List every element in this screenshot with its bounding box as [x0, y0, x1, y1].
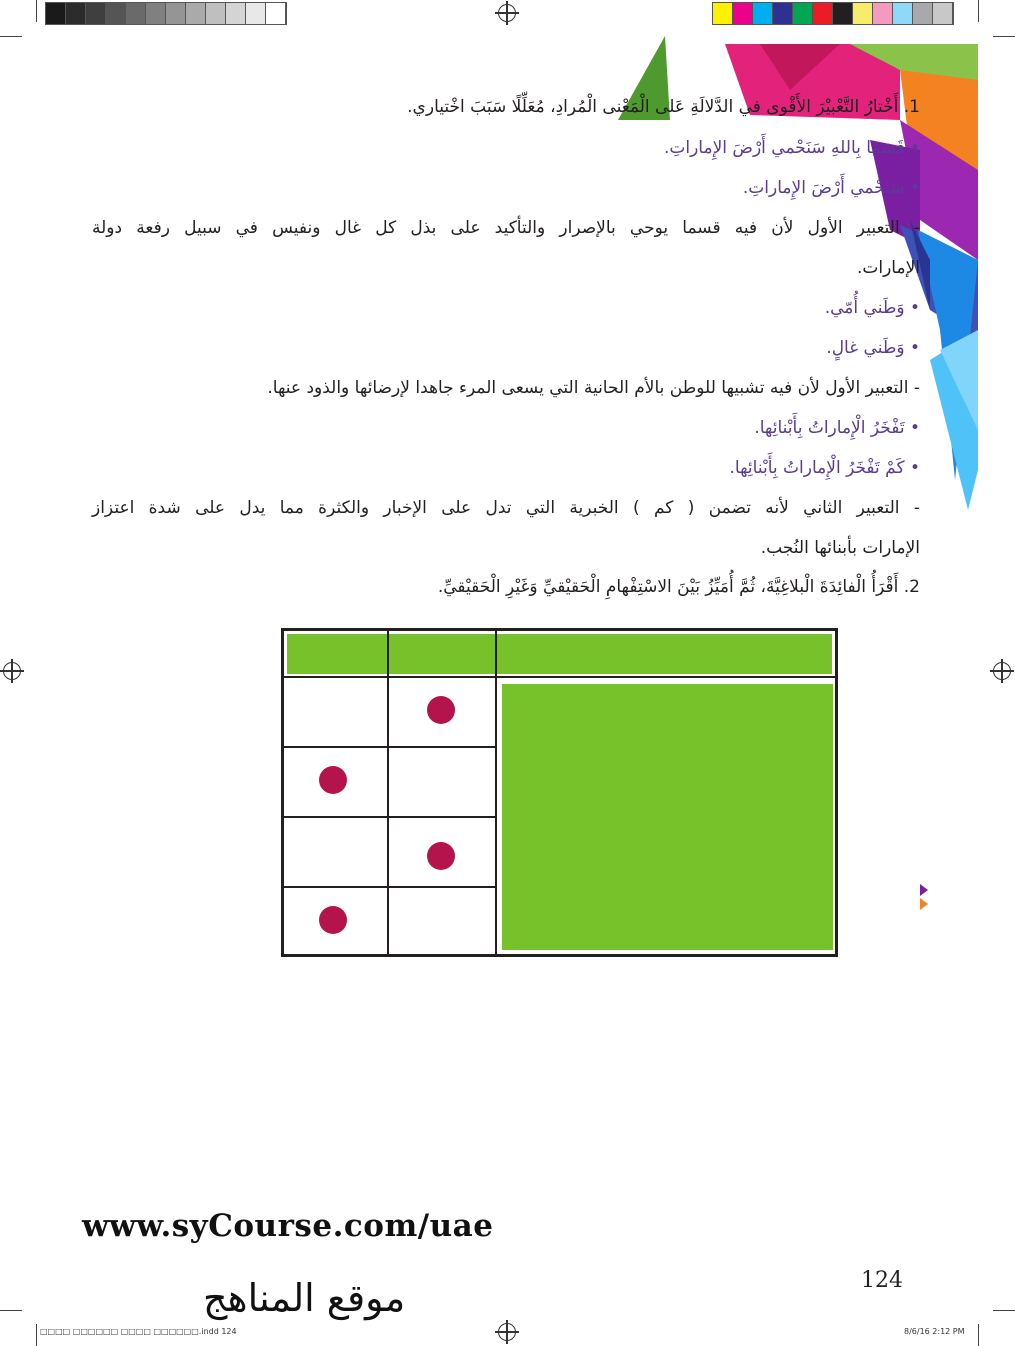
print-slug-file: □□□□ □□□□□□ □□□□ □□□□□□.indd 124 [40, 1327, 237, 1336]
print-slug-date: 8/6/16 2:12 PM [904, 1327, 965, 1336]
question-2-table [281, 628, 838, 957]
answer-text: - التعبير الأول لأن فيه قسما يوحي بالإصرار والتأكيد على بذل كل غال ونفيس في سبيل رفعة دولة [92, 218, 920, 238]
table-divider [495, 631, 497, 954]
option-text: • تَفْخَرُ الْإِماراتُ بِأَبْنائِها. [754, 418, 920, 438]
table-divider [284, 816, 497, 818]
registration-mark-icon [3, 662, 21, 680]
answer-text: - التعبير الثاني لأنه تضمن ( كم ) الخبرية التي تدل على الإخبار والكثرة مما يدل على شدة اعتزاز [92, 498, 920, 518]
table-header-redacted [287, 634, 832, 674]
cmyk-color-bar [712, 2, 954, 25]
table-divider [284, 886, 497, 888]
crop-mark [993, 36, 1015, 37]
table-mark [319, 766, 347, 794]
answer-text: الإمارات. [856, 258, 920, 278]
page-number: 124 [861, 1268, 903, 1293]
table-divider [387, 631, 389, 954]
crop-mark [993, 1310, 1015, 1311]
small-arrow-icon [918, 884, 930, 912]
option-text: • قَسَمًا بِاللهِ سَنَحْمي أَرْضَ الإِماراتِ. [663, 138, 920, 158]
question-1-heading: 1. أَخْتارُ التَّعْبيْرَ الأَقْوى في الدَّلالَةِ عَلى الْمَعْنى الْمُرادِ، مُعَلِّلًا سَبَبَ اخْتياري. [407, 97, 920, 117]
crop-mark [978, 1324, 979, 1346]
table-divider [284, 746, 497, 748]
registration-mark-icon [498, 4, 516, 22]
table-divider [284, 676, 835, 678]
option-text: • كَمْ تَفْخَرُ الْإِماراتُ بِأَبْنائِها. [729, 458, 920, 478]
crop-mark [978, 0, 979, 22]
table-mark [427, 842, 455, 870]
answer-text: - التعبير الأول لأن فيه تشبيها للوطن بالأم الحانية التي يسعى المرء جاهدا لإرضائها والذود عنها. [267, 378, 920, 398]
site-name: موقع المناهج [203, 1276, 406, 1320]
option-text: • سَنَحْمي أَرْضَ الإِماراتِ. [742, 178, 920, 198]
registration-mark-icon [498, 1323, 516, 1341]
crop-mark [36, 0, 37, 22]
question-2-heading: 2. أَقْرَأُ الْفائِدَةَ الْبلاغِيَّةَ، ثُمَّ أُمَيِّزُ بَيْنَ الاسْتِفْهامِ الْحَقيْقيِّ وَغَيْرِ الْحَقيْقيِّ. [437, 577, 920, 597]
table-mark [319, 906, 347, 934]
crop-mark [0, 36, 22, 37]
table-content-redacted [502, 684, 833, 950]
crop-mark [0, 1310, 22, 1311]
registration-mark-icon [993, 662, 1011, 680]
table-mark [427, 696, 455, 724]
crop-mark [36, 1324, 37, 1346]
grayscale-color-bar [45, 2, 287, 25]
answer-text: الإمارات بأبنائها النُجب. [760, 538, 920, 558]
option-text: • وَطَني أُمّي. [824, 298, 920, 318]
option-text: • وَطَني غالٍ. [826, 338, 920, 358]
website-url[interactable]: www.syCourse.com/uae [82, 1208, 494, 1244]
